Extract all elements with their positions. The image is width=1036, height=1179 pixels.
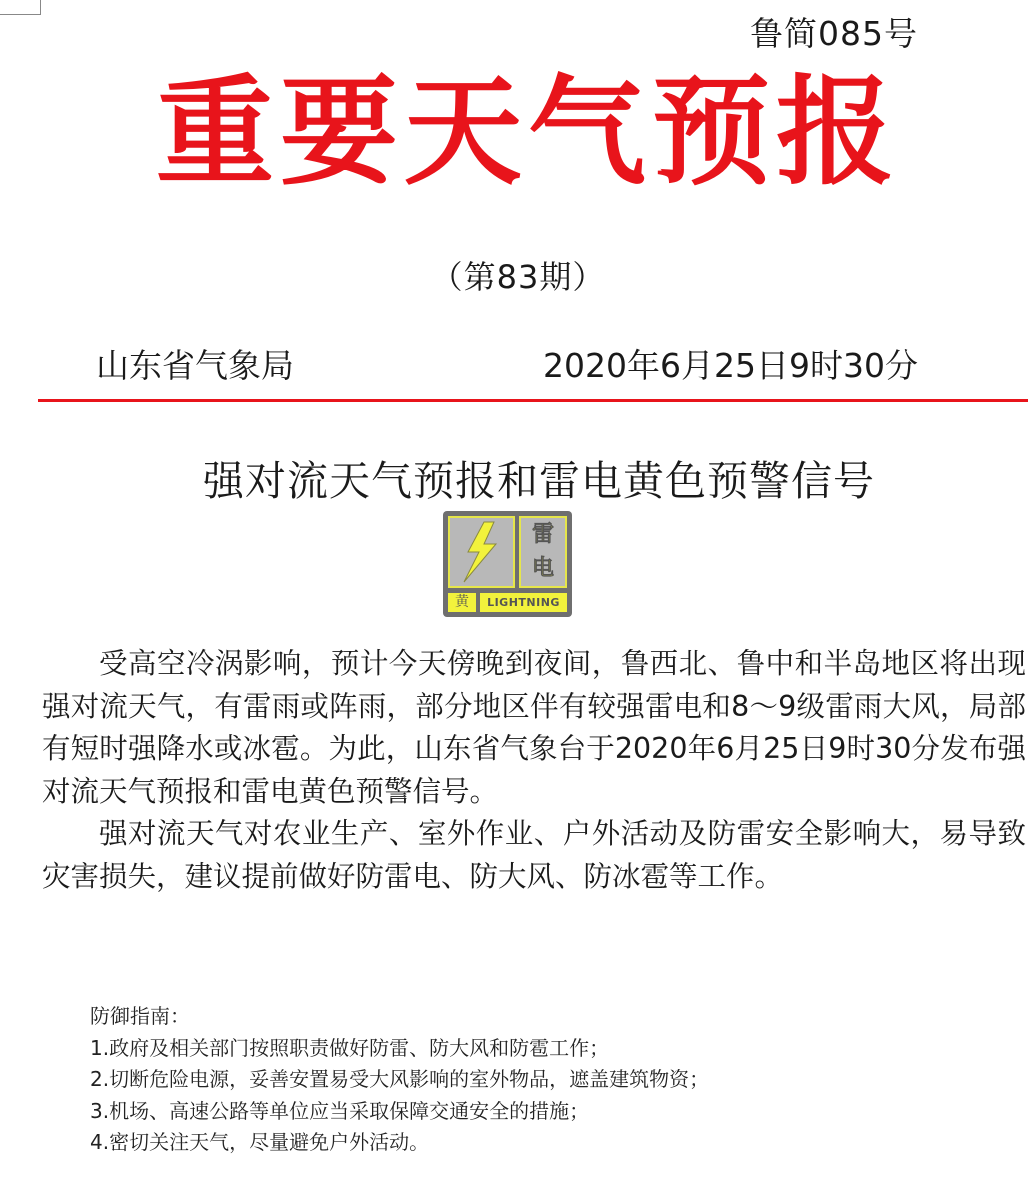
sign-name: LIGHTNING [480, 593, 567, 612]
red-divider [38, 399, 1028, 402]
guide-item: 3.机场、高速公路等单位应当采取保障交通安全的措施； [90, 1098, 590, 1123]
page-title: 重要天气预报 [155, 63, 900, 201]
corner-crop-mark [0, 0, 41, 15]
guide-item: 1.政府及相关部门按照职责做好防雷、防大风和防雹工作； [90, 1035, 610, 1060]
lightning-yellow-warning-sign [443, 511, 572, 617]
sign-label-box [519, 516, 567, 588]
sign-char-2: 电 [531, 556, 554, 581]
issue-number: （第83期） [430, 258, 606, 296]
defense-guide [90, 1001, 990, 1159]
document-number: 鲁简085号 [750, 14, 918, 53]
lightning-bolt-icon [448, 516, 515, 588]
guide-item: 4.密切关注天气，尽量避免户外活动。 [90, 1130, 430, 1154]
sign-char-1: 雷 [531, 522, 554, 547]
guide-item: 2.切断危险电源，妥善安置易受大风影响的室外物品，遮盖建筑物资； [90, 1067, 710, 1091]
body-paragraph-1: 受高空冷涡影响，预计今天傍晚到夜间，鲁西北、鲁中和半岛地区将出现强对流天气，有雷雨或阵雨，部分地区伴有较强雷电和8～9级雷雨大风，局部有短时强降水或冰雹。为此，山东省气象台于2020年6月25日9时30分发布强对流天气预报和雷电黄色预警信号。 [42, 647, 1026, 808]
issue-datetime: 2020年6月25日9时30分 [543, 346, 918, 385]
warning-headline: 强对流天气预报和雷电黄色预警信号 [203, 457, 875, 505]
body-paragraph-2: 强对流天气对农业生产、室外作业、户外活动及防雷安全影响大，易导致灾害损失，建议提前做好防雷电、防大风、防冰雹等工作。 [42, 817, 1026, 893]
issuing-agency: 山东省气象局 [96, 346, 294, 385]
body-text [42, 643, 1026, 898]
guide-title: 防御指南： [90, 1004, 190, 1028]
sign-level: 黄 [448, 593, 476, 612]
